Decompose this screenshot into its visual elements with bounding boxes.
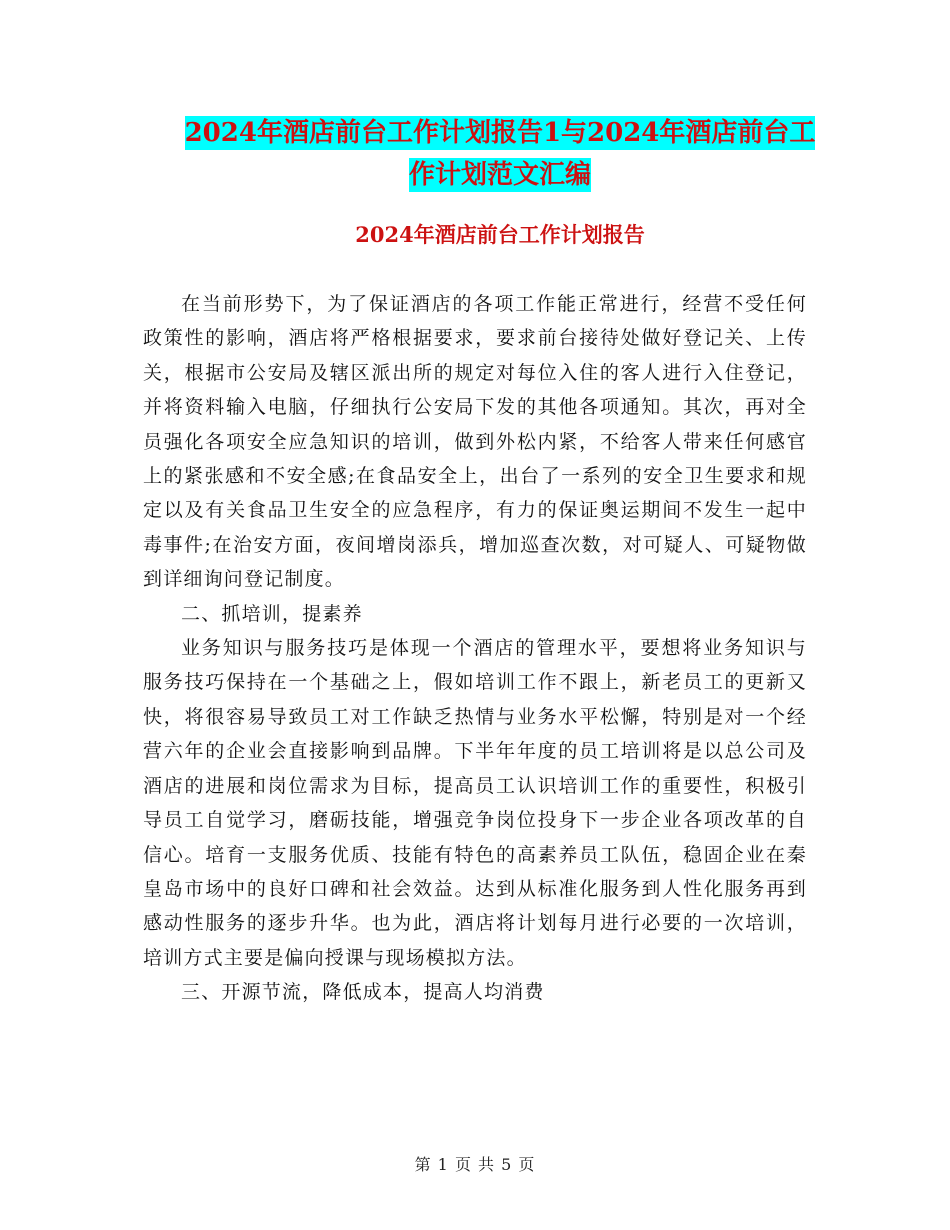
document-title-line-1: 2024年酒店前台工作计划报告1与2024年酒店前台工 — [184, 118, 816, 148]
page-number-footer: 第 1 页 共 5 页 — [414, 1155, 536, 1174]
document-title-line-2: 作计划范文汇编 — [408, 160, 591, 190]
paragraph-intro: 在当前形势下，为了保证酒店的各项工作能正常进行，经营不受任何政策性的影响，酒店将严格根据要求，要求前台接待处做好登记关、上传关，根据市公安局及辖区派出所的规定对每位入住的客人进行入住登记，并将资料输入电脑，仔细执行公安局下发的其他各项通知。其次，再对全员强化各项安全应急知识的培训，做到外松内紧，不给客人带来任何感官上的紧张感和不安全感;在食品安全上，出台了一系列的安全卫生要求和规定以及有关食品卫生安全的应急程序，有力的保证奥运期间不发生一起中毒事件;在治安方面，夜间增岗添兵，增加巡查次数，对可疑人、可疑物做到详细询问登记制度。 — [143, 293, 807, 591]
section-heading-cost: 三、开源节流，降低成本，提高人均消费 — [181, 981, 545, 1004]
section-heading-training: 二、抓培训，提素养 — [181, 602, 363, 625]
document-title — [140, 112, 860, 196]
document-body — [143, 287, 807, 1010]
section-title: 2024年酒店前台工作计划报告 — [355, 222, 645, 247]
paragraph-training: 业务知识与服务技巧是体现一个酒店的管理水平，要想将业务知识与服务技巧保持在一个基础之上，假如培训工作不跟上，新老员工的更新又快，将很容易导致员工对工作缺乏热情与业务水平松懈，特别是对一个经营六年的企业会直接影响到品牌。下半年年度的员工培训将是以总公司及酒店的进展和岗位需求为目标，提高员工认识培训工作的重要性，积极引导员工自觉学习，磨砺技能，增强竞争岗位投身下一步企业各项改革的自信心。培育一支服务优质、技能有特色的高素养员工队伍，稳固企业在秦皇岛市场中的良好口碑和社会效益。达到从标准化服务到人性化服务再到感动性服务的逐步升华。也为此，酒店将计划每月进行必要的一次培训，培训方式主要是偏向授课与现场模拟方法。 — [143, 637, 807, 969]
